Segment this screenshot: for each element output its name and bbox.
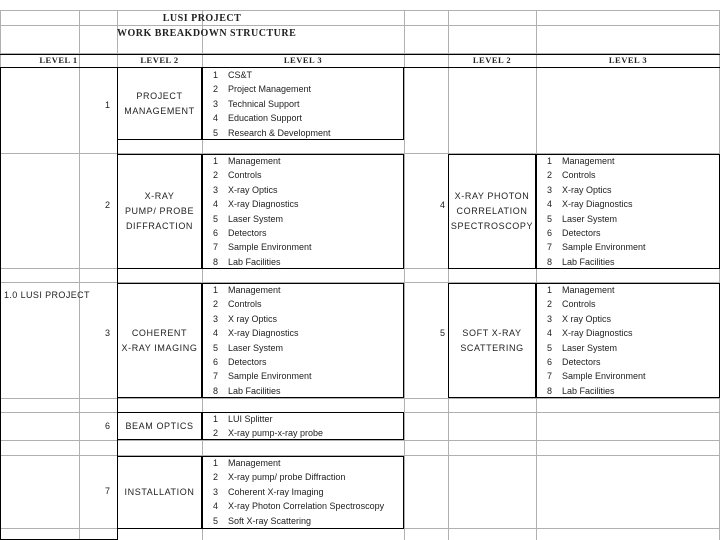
wbs-item-label: Laser System: [228, 342, 284, 353]
wbs-item-number: 7: [546, 371, 552, 382]
wbs-item-label: CS&T: [228, 70, 253, 80]
wbs-item: [202, 499, 404, 513]
wbs-item-label: Management: [228, 458, 281, 468]
wbs-item: [202, 168, 404, 182]
section-items: [202, 456, 404, 528]
wbs-item-label: Sample Environment: [562, 242, 646, 253]
wbs-item: [202, 126, 404, 140]
wbs-item-number: 3: [546, 313, 552, 324]
wbs-item-number: 1: [546, 156, 552, 166]
wbs-item: [202, 111, 404, 125]
wbs-item: [202, 355, 404, 369]
wbs-item-label: Sample Environment: [228, 371, 312, 382]
header-level2-left: LEVEL 2: [140, 55, 179, 65]
wbs-item-label: X ray Optics: [562, 313, 612, 324]
wbs-item-number: 2: [212, 84, 218, 95]
wbs-item-number: 1: [212, 156, 218, 166]
wbs-item: [536, 369, 720, 383]
wbs-item-label: Sample Environment: [228, 242, 312, 253]
wbs-item-number: 5: [546, 213, 552, 224]
wbs-item: [536, 312, 720, 326]
wbs-item-label: Controls: [562, 299, 596, 310]
wbs-item-label: Detectors: [562, 227, 601, 238]
wbs-item: [202, 283, 404, 297]
section-name: BEAM OPTICS: [125, 420, 194, 431]
section-number: 7: [104, 486, 110, 496]
wbs-item-number: 8: [546, 385, 552, 396]
wbs-item-label: Controls: [228, 170, 262, 181]
wbs-item-number: 3: [212, 313, 218, 324]
wbs-item: [536, 384, 720, 398]
wbs-item-number: 4: [212, 113, 218, 124]
wbs-item-label: Detectors: [228, 227, 267, 238]
wbs-item-number: 5: [212, 342, 218, 353]
wbs-item: [202, 470, 404, 484]
wbs-item-label: Laser System: [562, 342, 618, 353]
wbs-item-number: 2: [546, 170, 552, 181]
wbs-item: [536, 154, 720, 168]
wbs-item-number: 1: [212, 414, 218, 424]
wbs-item-number: 5: [546, 342, 552, 353]
wbs-item-label: Technical Support: [228, 98, 300, 109]
wbs-item: [202, 212, 404, 226]
wbs-item: [202, 68, 404, 82]
wbs-item-label: X-ray pump/ probe Diffraction: [228, 472, 346, 483]
wbs-item-number: 4: [212, 501, 218, 512]
wbs-item-number: 7: [212, 242, 218, 253]
wbs-item-number: 2: [212, 472, 218, 483]
wbs-item: [536, 297, 720, 311]
wbs-item-label: Research & Development: [228, 127, 331, 138]
wbs-item-number: 3: [212, 486, 218, 497]
wbs-item: [536, 212, 720, 226]
wbs-item: [536, 355, 720, 369]
wbs-item-number: 1: [212, 70, 218, 80]
wbs-item-label: Sample Environment: [562, 371, 646, 382]
wbs-item-label: X-ray pump-x-ray probe: [228, 428, 324, 439]
wbs-item-number: 1: [546, 285, 552, 295]
wbs-item-label: Lab Facilities: [562, 256, 615, 267]
wbs-item: [202, 154, 404, 168]
wbs-item: [202, 297, 404, 311]
wbs-item-number: 7: [212, 371, 218, 382]
wbs-item: [202, 514, 404, 528]
wbs-item: [202, 384, 404, 398]
wbs-item: [202, 412, 404, 426]
wbs-item-number: 1: [212, 285, 218, 295]
section-items: [202, 68, 404, 140]
wbs-item-label: X-ray Optics: [228, 184, 278, 195]
wbs-item: [202, 197, 404, 211]
wbs-item: [202, 426, 404, 440]
wbs-item: [202, 97, 404, 111]
wbs-item: [202, 312, 404, 326]
wbs-item-label: Laser System: [562, 213, 618, 224]
wbs-item-label: Controls: [562, 170, 596, 181]
wbs-item-number: 8: [546, 256, 552, 267]
section-number: 2: [104, 200, 110, 210]
wbs-item-label: Lab Facilities: [228, 256, 281, 267]
wbs-item-number: 6: [212, 356, 218, 367]
section-items: [202, 283, 404, 398]
wbs-item: [536, 226, 720, 240]
section-name: X-RAY PHOTON CORRELATION SPECTROSCOPY: [450, 190, 534, 231]
section-name: COHERENT X-RAY IMAGING: [121, 327, 198, 353]
wbs-item-label: X-ray Diagnostics: [228, 199, 299, 210]
wbs-item-number: 1: [212, 458, 218, 468]
wbs-item-number: 8: [212, 256, 218, 267]
wbs-item: [536, 168, 720, 182]
wbs-item-label: LUI Splitter: [228, 414, 273, 424]
section-number: 5: [439, 328, 445, 338]
page-subtitle: WORK BREAKDOWN STRUCTURE: [117, 28, 297, 39]
wbs-item: [536, 283, 720, 297]
wbs-item-number: 8: [212, 385, 218, 396]
wbs-item-label: Project Management: [228, 84, 312, 95]
section-number: 1: [104, 100, 110, 110]
wbs-item-label: Detectors: [562, 356, 601, 367]
wbs-item: [536, 197, 720, 211]
section-items: [202, 412, 404, 441]
wbs-item-number: 5: [212, 127, 218, 138]
header-level1: LEVEL 1: [39, 55, 78, 65]
wbs-item-label: Lab Facilities: [562, 385, 615, 396]
wbs-item: [202, 369, 404, 383]
wbs-item-label: X-ray Optics: [562, 184, 612, 195]
wbs-item: [202, 341, 404, 355]
wbs-item-label: X-ray Diagnostics: [562, 328, 633, 339]
header-level3-right: LEVEL 3: [608, 55, 648, 65]
wbs-item-label: Management: [228, 285, 281, 295]
wbs-item-label: Lab Facilities: [228, 385, 281, 396]
section-name: X-RAY PUMP/ PROBE DIFFRACTION: [124, 190, 195, 231]
wbs-item: [202, 82, 404, 96]
header-level3-left: LEVEL 3: [283, 55, 323, 65]
wbs-item-label: Controls: [228, 299, 262, 310]
wbs-item: [202, 183, 404, 197]
section-number: 4: [439, 200, 445, 210]
page-title: LUSI PROJECT: [162, 13, 242, 24]
wbs-item-number: 4: [546, 199, 552, 210]
wbs-item-label: X-ray Diagnostics: [562, 199, 633, 210]
section-items: [536, 154, 720, 269]
wbs-item: [202, 326, 404, 340]
wbs-item-label: Soft X-ray Scattering: [228, 515, 312, 526]
wbs-item-number: 7: [546, 242, 552, 253]
wbs-item: [536, 326, 720, 340]
wbs-item-number: 2: [212, 170, 218, 181]
section-name: INSTALLATION: [124, 486, 195, 497]
wbs-item-label: Laser System: [228, 213, 284, 224]
wbs-item-number: 4: [212, 328, 218, 339]
wbs-item-number: 3: [212, 98, 218, 109]
wbs-item-label: X-ray Diagnostics: [228, 328, 299, 339]
section-name: SOFT X-RAY SCATTERING: [460, 327, 524, 353]
section-number: 3: [104, 328, 110, 338]
wbs-item-number: 3: [212, 184, 218, 195]
header-level2-right: LEVEL 2: [472, 55, 512, 65]
wbs-item-number: 2: [212, 428, 218, 439]
wbs-item-number: 4: [546, 328, 552, 339]
wbs-item-label: Coherent X-ray Imaging: [228, 486, 324, 497]
wbs-item-number: 5: [212, 213, 218, 224]
wbs-item-label: Detectors: [228, 356, 267, 367]
wbs-item: [202, 456, 404, 470]
wbs-item: [536, 240, 720, 254]
wbs-item-label: Education Support: [228, 113, 303, 124]
wbs-item-label: X-ray Photon Correlation Spectroscopy: [228, 501, 385, 512]
wbs-item-number: 4: [212, 199, 218, 210]
wbs-item-label: Management: [562, 156, 615, 166]
wbs-item-number: 5: [212, 515, 218, 526]
wbs-item: [202, 226, 404, 240]
section-items: [536, 283, 720, 398]
wbs-item-number: 2: [546, 299, 552, 310]
wbs-item-label: X ray Optics: [228, 313, 278, 324]
section-number: 6: [104, 421, 110, 431]
wbs-item: [536, 255, 720, 269]
wbs-item-label: Management: [228, 156, 281, 166]
wbs-item-number: 3: [546, 184, 552, 195]
wbs-item: [202, 255, 404, 269]
wbs-item-label: Management: [562, 285, 615, 295]
wbs-item: [536, 183, 720, 197]
wbs-item: [202, 240, 404, 254]
wbs-item-number: 6: [546, 356, 552, 367]
wbs-item: [536, 341, 720, 355]
wbs-item-number: 6: [212, 227, 218, 238]
wbs-item-number: 6: [546, 227, 552, 238]
wbs-item-number: 2: [212, 299, 218, 310]
section-items: [202, 154, 404, 269]
section-name: PROJECT MANAGEMENT: [124, 91, 195, 116]
level1-label: 1.0 LUSI PROJECT: [4, 290, 90, 300]
wbs-item: [202, 485, 404, 499]
